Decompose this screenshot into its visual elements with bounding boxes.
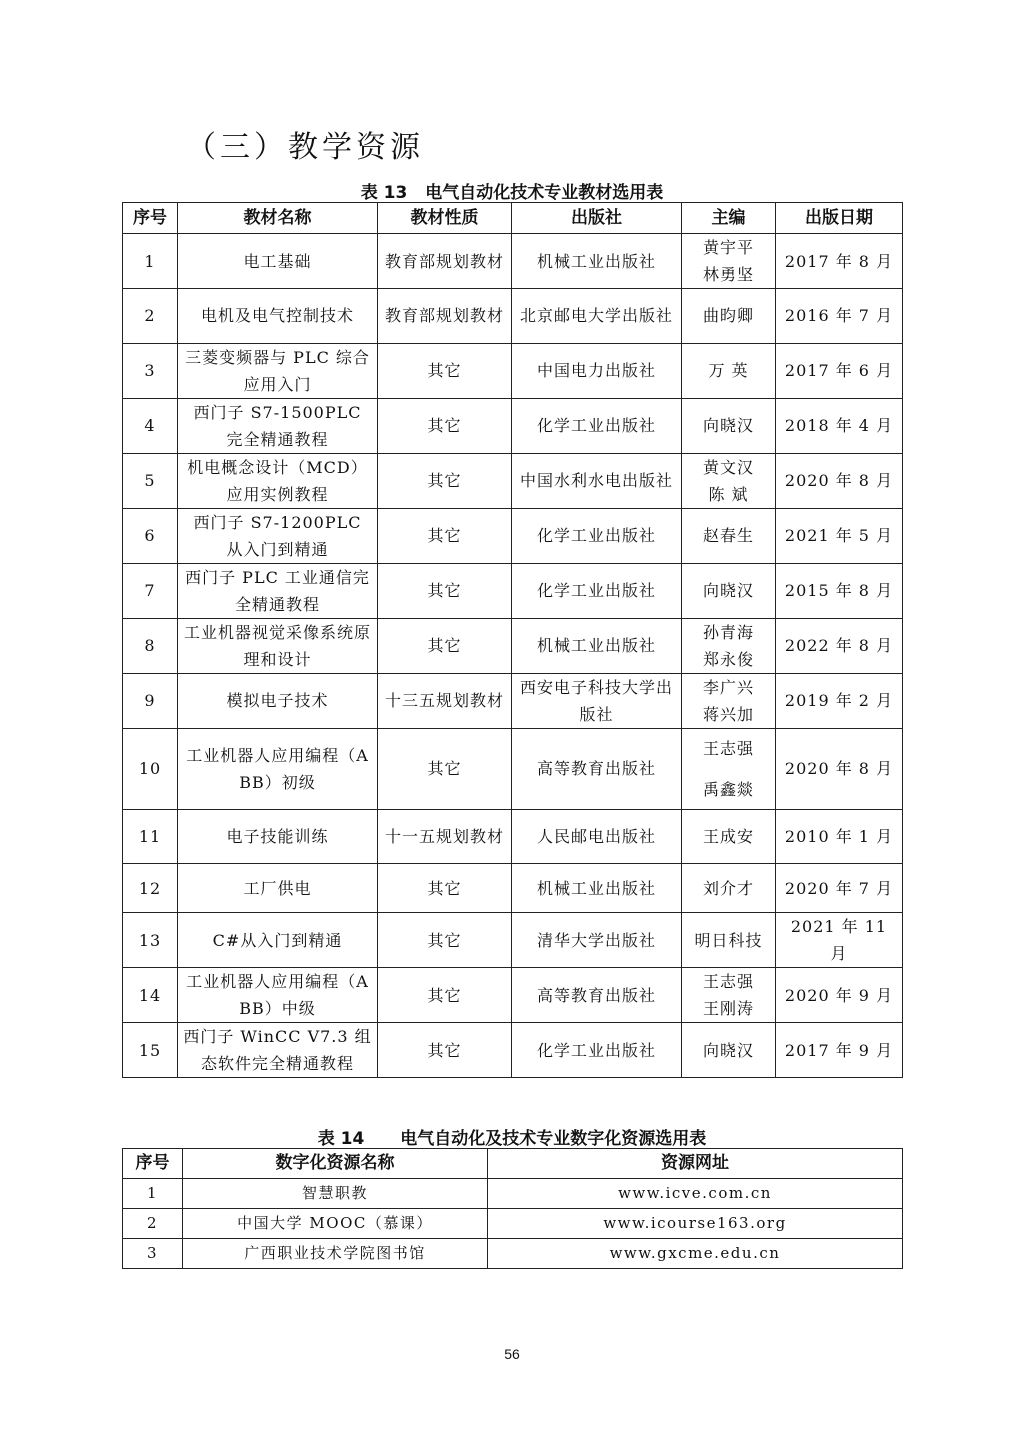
publish-date-cell: 2020 年 9 月	[776, 968, 903, 1023]
textbook-type-cell: 十一五规划教材	[378, 809, 512, 864]
textbook-type-cell: 其它	[378, 508, 512, 563]
publisher-cell: 化学工业出版社	[512, 1023, 682, 1078]
editor-name: 向晓汉	[702, 581, 754, 601]
table-row	[123, 563, 903, 618]
header-cell: 序号	[123, 203, 178, 234]
table-row	[123, 508, 903, 563]
editor-cell	[682, 289, 776, 344]
textbook-type-cell: 其它	[378, 968, 512, 1023]
editor-name: 黄宇平	[702, 238, 754, 257]
no-cell: 8	[123, 618, 178, 673]
editor-name: 万 英	[708, 361, 749, 381]
textbook-name-cell: 工业机器视觉采像系统原理和设计	[178, 618, 378, 673]
editor-name: 赵春生	[702, 526, 754, 546]
editor-cell	[682, 968, 776, 1023]
editor-cell	[682, 343, 776, 398]
textbook-type-cell: 其它	[378, 563, 512, 618]
publish-date-cell: 2021 年 11 月	[776, 913, 903, 968]
textbook-name-cell: 电工基础	[178, 234, 378, 289]
header-cell: 资源网址	[488, 1149, 903, 1179]
no-cell: 9	[123, 673, 178, 728]
table-header-row	[123, 1149, 903, 1179]
editor-name: 蒋兴加	[702, 704, 754, 724]
textbook-type-cell: 其它	[378, 453, 512, 508]
no-cell: 12	[123, 864, 178, 913]
publisher-cell: 机械工业出版社	[512, 234, 682, 289]
table-row	[123, 864, 903, 913]
editor-name: 禹鑫燚	[702, 779, 754, 799]
table-row	[123, 968, 903, 1023]
editor-name: 陈 斌	[708, 484, 749, 504]
table-row	[123, 289, 903, 344]
textbook-name-cell: 工业机器人应用编程（ABB）中级	[178, 968, 378, 1023]
publish-date-cell: 2017 年 6 月	[776, 343, 903, 398]
header-cell: 教材名称	[178, 203, 378, 234]
editor-cell	[682, 398, 776, 453]
publish-date-cell: 2020 年 7 月	[776, 864, 903, 913]
editor-name: 郑永俊	[702, 649, 754, 669]
textbook-name-cell: 西门子 S7-1200PLC 从入门到精通	[178, 508, 378, 563]
editor-cell	[682, 1023, 776, 1078]
textbook-name-cell: C#从入门到精通	[178, 913, 378, 968]
publish-date-cell: 2020 年 8 月	[776, 453, 903, 508]
publisher-cell: 化学工业出版社	[512, 398, 682, 453]
editor-name: 向晓汉	[702, 1040, 754, 1060]
publisher-cell: 高等教育出版社	[512, 968, 682, 1023]
publisher-cell: 机械工业出版社	[512, 618, 682, 673]
textbook-type-cell: 教育部规划教材	[378, 234, 512, 289]
table-row	[123, 1179, 903, 1209]
textbook-type-cell: 其它	[378, 1023, 512, 1078]
publisher-cell: 化学工业出版社	[512, 563, 682, 618]
table13-caption-number: 表 13	[360, 183, 408, 203]
header-cell: 主编	[682, 203, 776, 234]
publish-date-cell: 2017 年 8 月	[776, 234, 903, 289]
textbook-table	[122, 202, 903, 1078]
publisher-cell: 清华大学出版社	[512, 913, 682, 968]
no-cell: 7	[123, 563, 178, 618]
no-cell: 5	[123, 453, 178, 508]
table14-caption	[0, 1124, 1024, 1149]
table-row	[123, 343, 903, 398]
textbook-name-cell: 西门子 PLC 工业通信完全精通教程	[178, 563, 378, 618]
publisher-cell: 机械工业出版社	[512, 864, 682, 913]
table14-caption-number: 表 14	[317, 1129, 365, 1149]
textbook-name-cell: 工厂供电	[178, 864, 378, 913]
editor-cell	[682, 673, 776, 728]
textbook-name-cell: 工业机器人应用编程（ABB）初级	[178, 728, 378, 809]
editor-name: 明日科技	[694, 930, 763, 950]
editor-name: 向晓汉	[702, 416, 754, 436]
resource-name-cell: 智慧职教	[183, 1179, 488, 1209]
textbook-type-cell: 其它	[378, 864, 512, 913]
no-cell: 2	[123, 289, 178, 344]
table13-caption-text: 电气自动化技术专业教材选用表	[425, 183, 664, 203]
no-cell: 13	[123, 913, 178, 968]
no-cell: 2	[123, 1209, 183, 1239]
table-row	[123, 234, 903, 289]
publish-date-cell: 2020 年 8 月	[776, 728, 903, 809]
editor-cell	[682, 618, 776, 673]
editor-name: 孙青海	[702, 622, 754, 642]
editor-cell	[682, 809, 776, 864]
section-title: （三）教学资源	[186, 130, 424, 165]
textbook-name-cell: 三菱变频器与 PLC 综合应用入门	[178, 343, 378, 398]
no-cell: 6	[123, 508, 178, 563]
publisher-cell: 人民邮电出版社	[512, 809, 682, 864]
textbook-type-cell: 其它	[378, 343, 512, 398]
editor-name: 林勇坚	[702, 265, 754, 284]
textbook-name-cell: 西门子 WinCC V7.3 组态软件完全精通教程	[178, 1023, 378, 1078]
textbook-type-cell: 教育部规划教材	[378, 289, 512, 344]
publish-date-cell: 2015 年 8 月	[776, 563, 903, 618]
publisher-cell: 中国水利水电出版社	[512, 453, 682, 508]
no-cell: 3	[123, 343, 178, 398]
editor-name: 刘介才	[702, 878, 754, 898]
table-row	[123, 1239, 903, 1269]
no-cell: 3	[123, 1239, 183, 1269]
publish-date-cell: 2022 年 8 月	[776, 618, 903, 673]
resource-name-cell: 广西职业技术学院图书馆	[183, 1239, 488, 1269]
no-cell: 15	[123, 1023, 178, 1078]
textbook-name-cell: 电子技能训练	[178, 809, 378, 864]
textbook-name-cell: 西门子 S7-1500PLC 完全精通教程	[178, 398, 378, 453]
textbook-type-cell: 其它	[378, 728, 512, 809]
editor-name: 王刚涛	[702, 999, 754, 1019]
table-row	[123, 809, 903, 864]
textbook-type-cell: 十三五规划教材	[378, 673, 512, 728]
table-row	[123, 728, 903, 809]
table-row	[123, 618, 903, 673]
editor-cell	[682, 234, 776, 289]
publish-date-cell: 2021 年 5 月	[776, 508, 903, 563]
no-cell: 1	[123, 1179, 183, 1209]
editor-cell	[682, 563, 776, 618]
editor-name: 王志强	[702, 738, 754, 758]
no-cell: 10	[123, 728, 178, 809]
table-row	[123, 673, 903, 728]
table-header-row	[123, 203, 903, 234]
resource-url-cell: www.icve.com.cn	[488, 1179, 903, 1209]
resource-name-cell: 中国大学 MOOC（慕课）	[183, 1209, 488, 1239]
publisher-cell: 中国电力出版社	[512, 343, 682, 398]
table-row	[123, 398, 903, 453]
editor-name: 王成安	[702, 826, 754, 846]
publisher-cell: 北京邮电大学出版社	[512, 289, 682, 344]
no-cell: 4	[123, 398, 178, 453]
editor-cell	[682, 453, 776, 508]
editor-cell	[682, 913, 776, 968]
editor-cell	[682, 728, 776, 809]
resource-url-cell: www.gxcme.edu.cn	[488, 1239, 903, 1269]
table-row	[123, 453, 903, 508]
digital-resource-table	[122, 1148, 903, 1269]
publish-date-cell: 2016 年 7 月	[776, 289, 903, 344]
editor-name: 王志强	[702, 972, 754, 992]
editor-name: 黄文汉	[702, 457, 754, 477]
no-cell: 14	[123, 968, 178, 1023]
table13-caption	[0, 178, 1024, 203]
publish-date-cell: 2018 年 4 月	[776, 398, 903, 453]
publish-date-cell: 2019 年 2 月	[776, 673, 903, 728]
textbook-name-cell: 模拟电子技术	[178, 673, 378, 728]
page-number: 56	[504, 1346, 520, 1362]
header-cell: 出版社	[512, 203, 682, 234]
header-cell: 教材性质	[378, 203, 512, 234]
textbook-type-cell: 其它	[378, 398, 512, 453]
editor-name: 李广兴	[702, 677, 754, 697]
editor-cell	[682, 864, 776, 913]
resource-url-cell: www.icourse163.org	[488, 1209, 903, 1239]
table-row	[123, 1209, 903, 1239]
publish-date-cell: 2010 年 1 月	[776, 809, 903, 864]
header-cell: 数字化资源名称	[183, 1149, 488, 1179]
no-cell: 1	[123, 234, 178, 289]
header-cell: 出版日期	[776, 203, 903, 234]
table-row	[123, 1023, 903, 1078]
editor-name: 曲昀卿	[702, 306, 754, 326]
editor-cell	[682, 508, 776, 563]
table-row	[123, 913, 903, 968]
textbook-name-cell: 电机及电气控制技术	[178, 289, 378, 344]
textbook-name-cell: 机电概念设计（MCD）应用实例教程	[178, 453, 378, 508]
table14-caption-text: 电气自动化及技术专业数字化资源选用表	[400, 1129, 707, 1149]
header-cell: 序号	[123, 1149, 183, 1179]
publisher-cell: 西安电子科技大学出版社	[512, 673, 682, 728]
publisher-cell: 化学工业出版社	[512, 508, 682, 563]
publisher-cell: 高等教育出版社	[512, 728, 682, 809]
textbook-type-cell: 其它	[378, 618, 512, 673]
publish-date-cell: 2017 年 9 月	[776, 1023, 903, 1078]
textbook-type-cell: 其它	[378, 913, 512, 968]
no-cell: 11	[123, 809, 178, 864]
